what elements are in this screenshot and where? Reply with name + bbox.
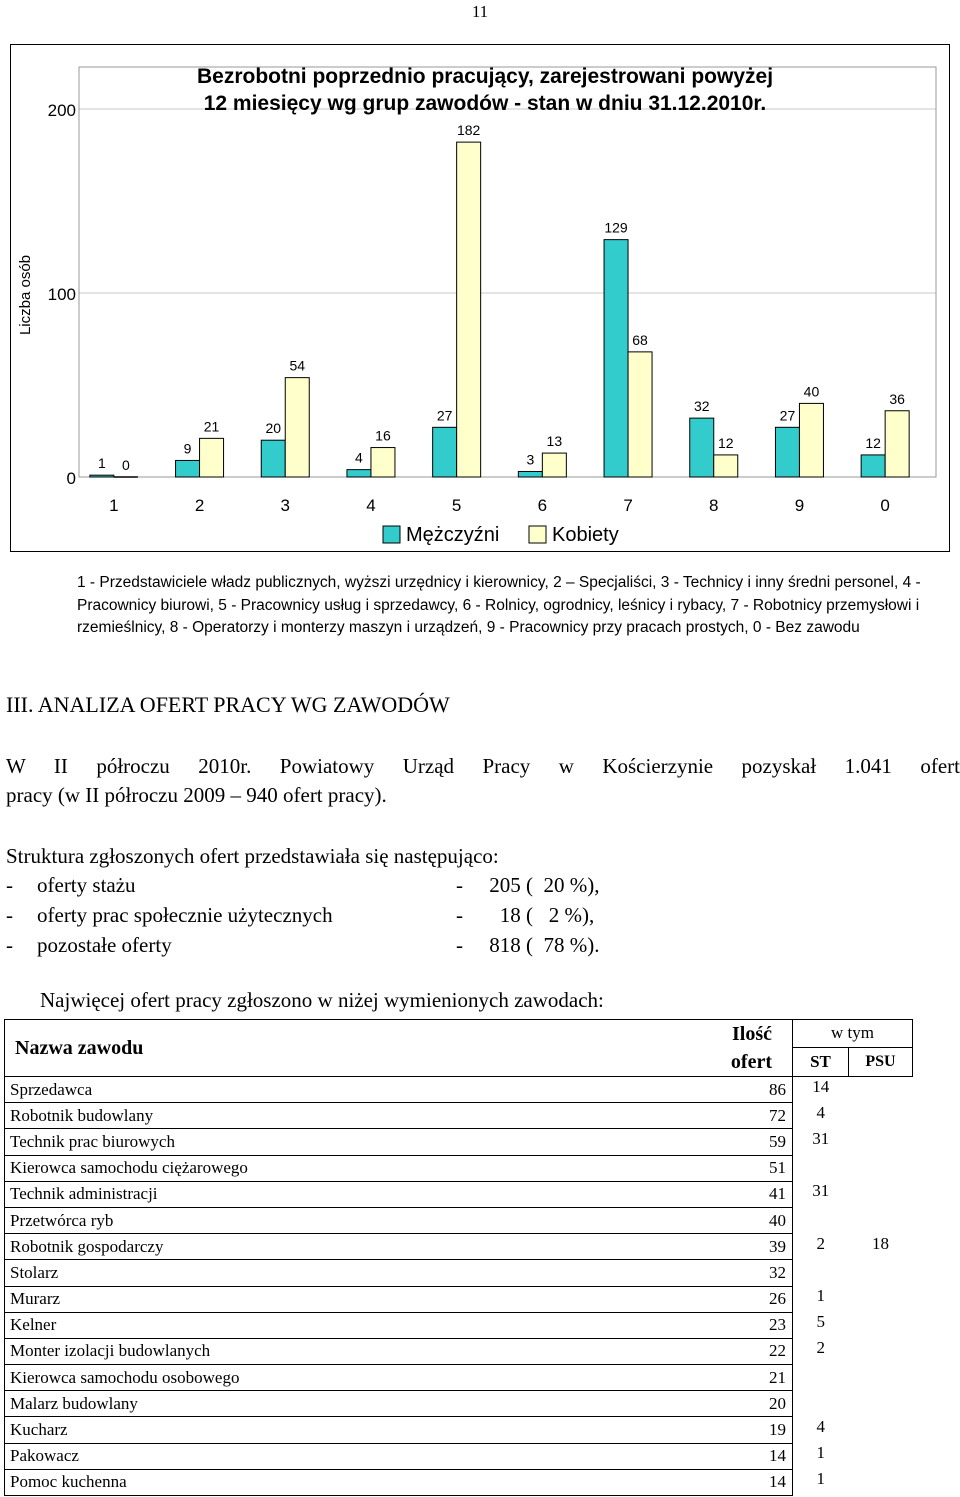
cell-offer-count: 51 [691,1155,793,1181]
bar-value-label: 3 [526,451,535,468]
bar-value-label: 129 [604,219,628,236]
bar-value-label: 68 [632,331,648,348]
bar [347,470,371,477]
chart-title: 12 miesięcy wg grup zawodów - stan w dniu 31.12.2010r. [203,92,767,115]
bar-value-label: 27 [779,407,796,424]
table-row [5,1129,913,1155]
cell-psu: 18 [872,1233,889,1253]
occupations-table [4,1019,913,1496]
cell-occupation-name: Monter izolacji budowlanych [5,1338,691,1364]
cell-offer-count: 21 [691,1365,793,1391]
cell-occupation-name: Sprzedawca [5,1077,691,1103]
structure-separator: - [456,933,463,957]
bar-value-label: 27 [436,407,453,424]
cell-st: 1 [816,1286,825,1305]
cell-st: 1 [816,1469,825,1489]
bar [628,352,652,477]
bar-chart [11,45,949,551]
cell-occupation-name: Kierowca samochodu osobowego [5,1365,691,1391]
cell-st: 4 [816,1102,825,1122]
bar-value-label: 21 [203,418,220,435]
cell-psu [849,1443,913,1469]
cell-st: 14 [812,1077,830,1096]
table-row [5,1338,913,1364]
cell-psu [849,1129,913,1155]
section-heading: III. ANALIZA OFERT PRACY WG ZAWODÓW [6,692,450,717]
bar [604,240,628,477]
bar [542,453,566,477]
cell-psu [849,1260,913,1286]
cell-occupation-name: Kucharz [5,1417,691,1443]
legend-label: Kobiety [552,524,619,546]
bar [885,411,909,477]
x-tick-label: 4 [366,496,376,515]
table-row [5,1312,913,1338]
cell-st: 2 [816,1338,825,1358]
table-row [5,1207,913,1233]
cell-psu [849,1103,913,1129]
structure-item [6,870,706,900]
structure-separator: - [456,873,463,897]
cell-st [793,1207,849,1233]
bar [433,427,457,477]
cell-st [793,1155,849,1181]
y-tick-label: 200 [47,101,76,120]
bar [90,475,114,477]
bar [714,455,738,477]
cell-st: 4 [816,1416,825,1436]
structure-label: oferty prac społecznie użytecznych [37,903,333,927]
x-tick-label: 0 [880,496,890,515]
chart-title: Bezrobotni poprzednio pracujący, zarejestrowani powyżej [196,65,774,88]
cell-occupation-name: Malarz budowlany [5,1391,691,1417]
chart-frame [10,44,950,552]
bar [371,448,395,477]
legend-swatch [383,526,400,543]
structure-label: oferty stażu [37,873,136,897]
cell-st [793,1260,849,1286]
cell-st: 31 [812,1181,830,1201]
cell-st: 1 [816,1443,825,1463]
cell-offer-count: 59 [691,1129,793,1155]
cell-occupation-name: Robotnik budowlany [5,1103,691,1129]
structure-value: 818 ( 78 %). [484,933,600,957]
x-tick-label: 2 [194,496,205,515]
structure-item [6,900,706,930]
table-row [5,1417,913,1443]
bar-value-label: 1 [97,455,106,472]
header-count-line1: Ilość [732,1023,772,1045]
bar-value-label: 182 [456,122,481,139]
x-tick-label: 7 [623,496,633,515]
x-tick-label: 6 [537,496,548,515]
bar-value-label: 40 [803,383,820,400]
table-row [5,1391,913,1417]
table-row [5,1234,913,1260]
structure-item [6,930,706,960]
bar [690,418,714,477]
bar-value-label: 0 [121,457,130,473]
cell-psu [849,1391,913,1417]
bar-value-label: 20 [265,420,282,437]
bar-value-label: 16 [375,427,391,444]
bar [799,403,823,477]
cell-occupation-name: Murarz [5,1286,691,1312]
bar-value-label: 54 [289,357,306,374]
cell-psu [849,1077,913,1103]
cell-st [793,1365,849,1391]
cell-occupation-name: Stolarz [5,1260,691,1286]
structure-dash: - [6,873,13,897]
bar [261,440,285,477]
cell-occupation-name: Kelner [5,1312,691,1338]
structure-heading: Struktura zgłoszonych ofert przedstawiała się następująco: [6,844,499,868]
header-psu: PSU [849,1047,913,1076]
header-offer-count [691,1020,793,1077]
table-caption: Najwięcej ofert pracy zgłoszono w niżej wymienionych zawodach: [40,988,604,1012]
y-tick-label: 0 [66,469,76,488]
cell-offer-count: 72 [691,1103,793,1129]
x-tick-label: 3 [280,496,290,515]
structure-dash: - [6,903,13,927]
cell-st: 5 [816,1312,825,1332]
cell-offer-count: 39 [691,1234,793,1260]
structure-value: 205 ( 20 %), [484,873,600,897]
cell-offer-count: 20 [691,1391,793,1417]
bar-value-label: 32 [693,398,710,415]
cell-psu [849,1338,913,1364]
cell-offer-count: 32 [691,1260,793,1286]
occupation-group-legend: 1 - Przedstawiciele władz publicznych, wyższi urzędnicy i kierownicy, 2 – Specjaliści, 3 - Technicy i inny średni personel, 4 - Pracownicy biurowi, 5 - Pracownicy usług i sprzedawcy, 6 - Rolnicy, ogrodnicy, leśnicy i rybacy, 7 - Robotnicy przemysłowi i rzemieślnicy, 8 - Operatorzy i monterzy maszyn i urządzeń, 9 - Pracownicy przy pracach prostych, 0 - Bez zawodu [77,574,921,636]
bar [775,427,799,477]
x-tick-label: 8 [709,496,719,515]
bar [200,438,224,477]
cell-psu [849,1286,913,1312]
cell-psu [849,1417,913,1443]
cell-st: 2 [816,1233,825,1253]
legend-swatch [529,526,546,543]
bar-value-label: 12 [717,434,734,451]
cell-offer-count: 14 [691,1469,793,1495]
bar [457,142,481,477]
intro-paragraph-line-1: W II półroczu 2010r. Powiatowy Urząd Pracy w Kościerzynie pozyskał 1.041 ofert [6,754,960,778]
structure-label: pozostałe oferty [37,933,172,957]
cell-occupation-name: Przetwórca ryb [5,1207,691,1233]
bar-value-label: 9 [183,440,192,457]
cell-psu [849,1155,913,1181]
cell-st: 31 [812,1128,830,1148]
table-row [5,1260,913,1286]
table-row [5,1077,913,1103]
page-number: 11 [471,2,489,21]
header-including: w tym [793,1020,913,1048]
y-tick-label: 100 [47,285,76,304]
legend-label: Mężczyźni [406,524,500,546]
bar [176,460,200,477]
structure-dash: - [6,933,13,957]
cell-offer-count: 40 [691,1207,793,1233]
bar-value-label: 36 [889,390,905,407]
cell-occupation-name: Robotnik gospodarczy [5,1234,691,1260]
bar [518,471,542,477]
table-row [5,1469,913,1495]
header-occupation-name: Nazwa zawodu [5,1020,691,1077]
y-axis-label: Liczba osób [17,254,34,336]
cell-offer-count: 86 [691,1077,793,1103]
cell-st [793,1391,849,1417]
structure-separator: - [456,903,463,927]
bar-value-label: 4 [355,449,363,466]
header-count-line2: ofert [730,1051,772,1073]
cell-psu [849,1207,913,1233]
x-tick-label: 9 [794,496,805,515]
cell-psu [849,1469,913,1495]
cell-offer-count: 23 [691,1312,793,1338]
table-row [5,1286,913,1312]
x-tick-label: 5 [451,496,462,515]
cell-psu [849,1181,913,1207]
cell-offer-count: 26 [691,1286,793,1312]
intro-paragraph-line-2: pracy (w II półroczu 2009 – 940 ofert pracy). [6,783,387,807]
bar-value-label: 13 [546,433,563,450]
cell-occupation-name: Technik administracji [5,1181,691,1207]
x-tick-label: 1 [109,496,119,515]
table-row [5,1155,913,1181]
bar-value-label: 12 [865,434,881,451]
cell-offer-count: 41 [691,1181,793,1207]
cell-offer-count: 22 [691,1338,793,1364]
table-row [5,1181,913,1207]
cell-occupation-name: Kierowca samochodu ciężarowego [5,1155,691,1181]
header-st: ST [793,1047,849,1076]
cell-psu [849,1365,913,1391]
cell-occupation-name: Pomoc kuchenna [5,1469,691,1495]
cell-psu [849,1312,913,1338]
bar [861,455,885,477]
structure-value: 18 ( 2 %), [484,903,595,927]
cell-occupation-name: Pakowacz [5,1443,691,1469]
table-row [5,1443,913,1469]
cell-occupation-name: Technik prac biurowych [5,1129,691,1155]
table-row [5,1103,913,1129]
cell-offer-count: 19 [691,1417,793,1443]
bar [285,378,309,477]
cell-offer-count: 14 [691,1443,793,1469]
table-row [5,1365,913,1391]
